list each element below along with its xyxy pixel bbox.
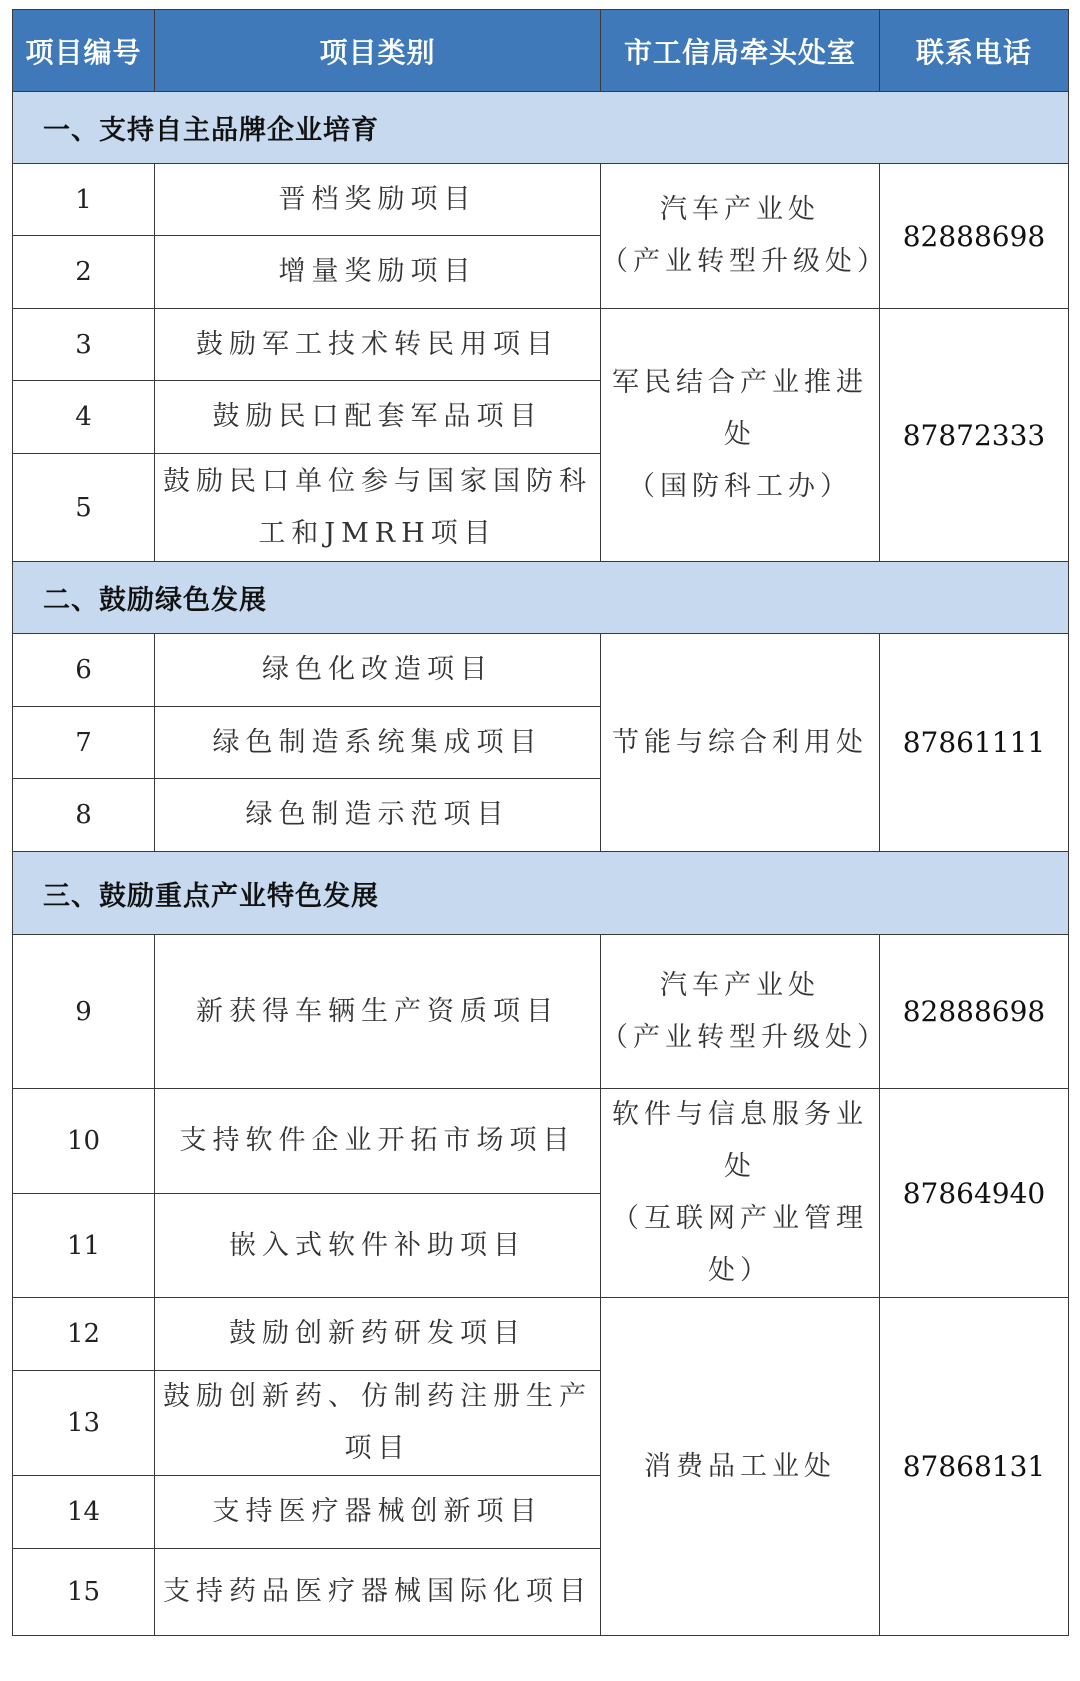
table-header-row bbox=[13, 10, 1069, 92]
contact-phone: 87868131 bbox=[880, 1298, 1069, 1636]
project-name: 绿色化改造项目 bbox=[155, 634, 601, 707]
project-number: 12 bbox=[13, 1298, 155, 1371]
project-number: 15 bbox=[13, 1549, 155, 1636]
project-number: 4 bbox=[13, 381, 155, 454]
section-row bbox=[13, 92, 1069, 164]
project-number: 13 bbox=[13, 1371, 155, 1476]
project-name: 鼓励军工技术转民用项目 bbox=[155, 309, 601, 381]
lead-office-line: （产业转型升级处） bbox=[601, 1021, 889, 1053]
section-row bbox=[13, 562, 1069, 634]
header-project-number: 项目编号 bbox=[13, 10, 155, 92]
project-number: 8 bbox=[13, 779, 155, 852]
project-name: 嵌入式软件补助项目 bbox=[155, 1194, 601, 1298]
project-name: 新获得车辆生产资质项目 bbox=[155, 935, 601, 1089]
project-name: 支持药品医疗器械国际化项目 bbox=[155, 1549, 601, 1636]
contact-phone: 87861111 bbox=[880, 634, 1069, 852]
project-number: 11 bbox=[13, 1194, 155, 1298]
header-lead-office: 市工信局牵头处室 bbox=[601, 10, 880, 92]
contact-phone: 87864940 bbox=[880, 1089, 1069, 1298]
lead-office-line: （国防科工办） bbox=[628, 471, 852, 502]
project-contact-table bbox=[12, 9, 1069, 1636]
project-number: 10 bbox=[13, 1089, 155, 1194]
project-number: 3 bbox=[13, 309, 155, 381]
project-number: 1 bbox=[13, 164, 155, 236]
project-name: 晋档奖励项目 bbox=[155, 164, 601, 236]
section-title: 二、鼓励绿色发展 bbox=[13, 562, 1069, 634]
lead-office-line: 消费品工业处 bbox=[644, 1450, 836, 1482]
table-row bbox=[13, 634, 1069, 707]
project-name: 鼓励民口单位参与国家国防科工和JMRH项目 bbox=[155, 454, 601, 562]
project-number: 7 bbox=[13, 707, 155, 779]
lead-office bbox=[601, 309, 880, 562]
project-number: 9 bbox=[13, 935, 155, 1089]
project-number: 2 bbox=[13, 236, 155, 309]
header-contact-phone: 联系电话 bbox=[880, 10, 1069, 92]
table-row bbox=[13, 935, 1069, 1089]
project-number: 6 bbox=[13, 634, 155, 707]
project-name: 支持软件企业开拓市场项目 bbox=[155, 1089, 601, 1194]
table-row bbox=[13, 309, 1069, 381]
lead-office-line: 软件与信息服务业处 bbox=[612, 1099, 868, 1182]
project-name: 鼓励创新药研发项目 bbox=[155, 1298, 601, 1371]
lead-office-line: 汽车产业处 bbox=[660, 194, 820, 225]
lead-office bbox=[601, 935, 889, 1089]
table-body bbox=[13, 92, 1069, 1636]
project-name: 绿色制造系统集成项目 bbox=[155, 707, 601, 779]
lead-office-line: 节能与综合利用处 bbox=[612, 726, 868, 758]
header-project-category: 项目类别 bbox=[155, 10, 601, 92]
contact-phone: 87872333 bbox=[880, 309, 1069, 562]
lead-office-line: 汽车产业处 bbox=[660, 969, 820, 1001]
project-name: 支持医疗器械创新项目 bbox=[155, 1476, 601, 1549]
lead-office bbox=[601, 1298, 880, 1636]
section-row bbox=[13, 852, 1069, 935]
contact-phone: 82888698 bbox=[880, 164, 1069, 309]
project-name: 鼓励创新药、仿制药注册生产项目 bbox=[155, 1371, 601, 1476]
project-name: 鼓励民口配套军品项目 bbox=[155, 381, 601, 454]
contact-phone: 82888698 bbox=[880, 935, 1069, 1089]
lead-office bbox=[601, 1089, 880, 1298]
section-title: 三、鼓励重点产业特色发展 bbox=[13, 852, 1069, 935]
project-number: 14 bbox=[13, 1476, 155, 1549]
lead-office-line: （互联网产业管理处） bbox=[612, 1203, 868, 1286]
lead-office-line: （产业转型升级处） bbox=[601, 246, 889, 277]
table-row bbox=[13, 164, 1069, 236]
table-row bbox=[13, 1089, 1069, 1194]
lead-office-line: 军民结合产业推进处 bbox=[612, 367, 868, 450]
project-name: 绿色制造示范项目 bbox=[155, 779, 601, 852]
project-name: 增量奖励项目 bbox=[155, 236, 601, 309]
table-row bbox=[13, 1298, 1069, 1371]
project-number: 5 bbox=[13, 454, 155, 562]
lead-office bbox=[601, 634, 880, 852]
section-title: 一、支持自主品牌企业培育 bbox=[13, 92, 1069, 164]
lead-office bbox=[601, 164, 889, 309]
